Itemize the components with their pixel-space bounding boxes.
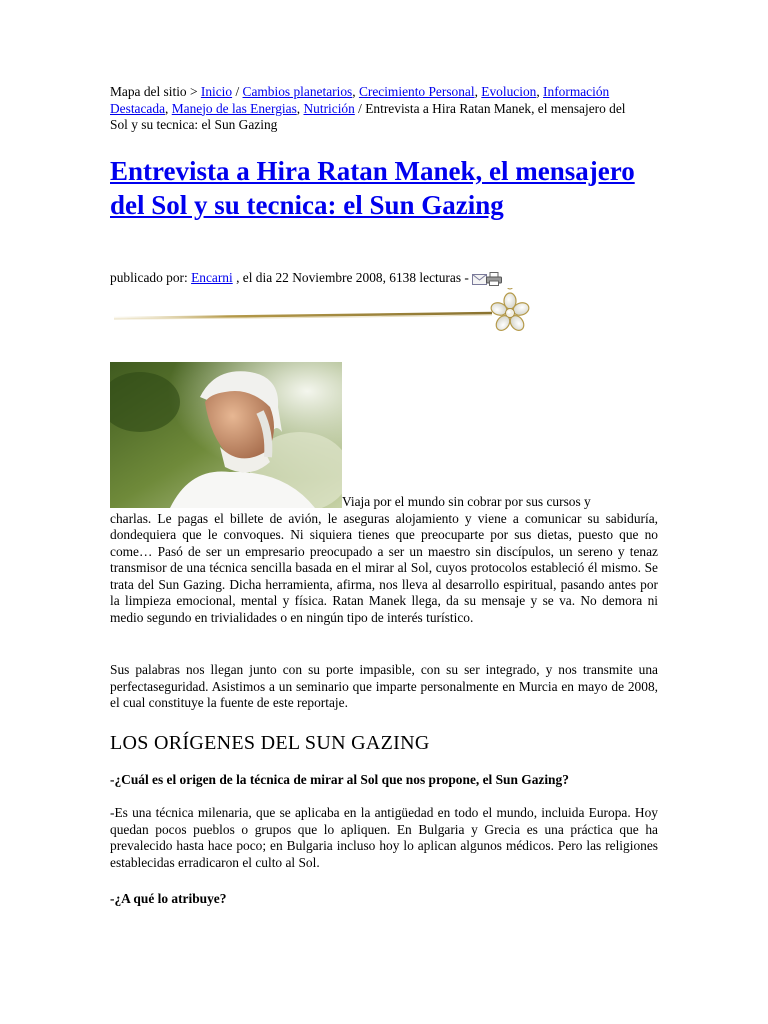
breadcrumb-separator: / xyxy=(232,84,243,99)
article-title xyxy=(110,154,650,222)
breadcrumb-separator: , xyxy=(474,84,482,99)
printer-icon[interactable] xyxy=(486,272,502,286)
intro-paragraph-first-line: Viaja por el mundo sin cobrar por sus cursos y xyxy=(342,494,591,509)
answer-1: -Es una técnica milenaria, que se aplicaba en la antigüedad en todo el mundo, incluida Europa. Hoy quedan pocos pueblos o grupos que lo apliquen. En Bulgaria y Grecia es una práctica que ha prevalecido hasta hace poco; en Bulgaria incluso hoy lo aplican algunos médicos. Pero las religiones establecidas erradicaron el culto al Sol. xyxy=(110,805,658,870)
breadcrumb-link-inicio[interactable]: Inicio xyxy=(200,84,233,99)
breadcrumb-link-informacion[interactable]: Información Destacada xyxy=(110,84,610,116)
envelope-icon[interactable] xyxy=(472,274,487,285)
article-title-link[interactable]: Entrevista a Hira Ratan Manek, el mensajero del Sol y su tecnica: el Sun Gazing xyxy=(110,156,635,220)
breadcrumb-separator: , xyxy=(296,100,304,116)
section-heading: LOS ORÍGENES DEL SUN GAZING xyxy=(110,732,430,754)
question-2: -¿A qué lo atribuye? xyxy=(110,891,227,906)
meta-prefix: publicado por: xyxy=(110,270,192,285)
breadcrumb-link-energias[interactable]: Manejo de las Energias xyxy=(171,100,297,116)
breadcrumb-link-cambios[interactable]: Cambios planetarios xyxy=(242,84,353,99)
intro-paragraph xyxy=(110,494,658,626)
breadcrumb-link-evolucion[interactable]: Evolucion xyxy=(481,84,537,99)
breadcrumb-separator: , xyxy=(536,84,544,99)
second-paragraph: Sus palabras nos llegan junto con su porte impasible, con su ser integrado, y nos transmite una perfectaseguridad. Asistimos a un seminario que imparte personalmente en Murcia en mayo de 2008, el cual constituye la fuente de este reportaje. xyxy=(110,662,658,710)
breadcrumb-separator: , xyxy=(352,84,359,99)
article-meta xyxy=(110,270,504,287)
question-1: -¿Cuál es el origen de la técnica de mirar al Sol que nos propone, el Sun Gazing? xyxy=(110,772,569,787)
breadcrumb-current: Entrevista a Hira Ratan Manek, el mensajero del Sol y su tecnica: el Sun Gazing xyxy=(110,100,626,132)
meta-actions xyxy=(472,272,504,286)
breadcrumb-separator: / xyxy=(354,100,366,116)
breadcrumb-link-crecimiento[interactable]: Crecimiento Personal xyxy=(358,84,475,99)
meta-date-reads: , el dia 22 Noviembre 2008, 6138 lecturas - xyxy=(232,270,473,285)
portrait-photo xyxy=(110,362,342,508)
author-link[interactable]: Encarni xyxy=(191,270,233,285)
breadcrumb-prefix: Mapa del sitio > xyxy=(110,84,201,99)
intro-paragraph-rest: charlas. Le pagas el billete de avión, le aseguras alojamiento y viene a comunicar su sabiduría, dondequiera que le convoques. Ni siquiera tienes que preocuparte por sus dietas, puesto que no come… Pasó de ser un empresario preocupado a ser un maestro sin discípulos, un sereno y tenaz transmisor de una técnica sencilla basada en el mirar al Sol, cuyos protocolos estableció él mismo. Se trata del Sun Gazing. Dicha herramienta, afirma, nos lleva al desarrollo espiritual, pasando antes por la limpieza emocional, mental y física. Ratan Manek llega, da su mensaje y se va. No demora ni medio segundo en trivialidades o en ningún tipo de interés turístico. xyxy=(110,510,658,625)
breadcrumb-separator: , xyxy=(165,100,172,116)
flower-pin-divider xyxy=(112,288,552,338)
breadcrumb xyxy=(110,84,640,134)
breadcrumb-link-nutricion[interactable]: Nutrición xyxy=(303,100,355,116)
